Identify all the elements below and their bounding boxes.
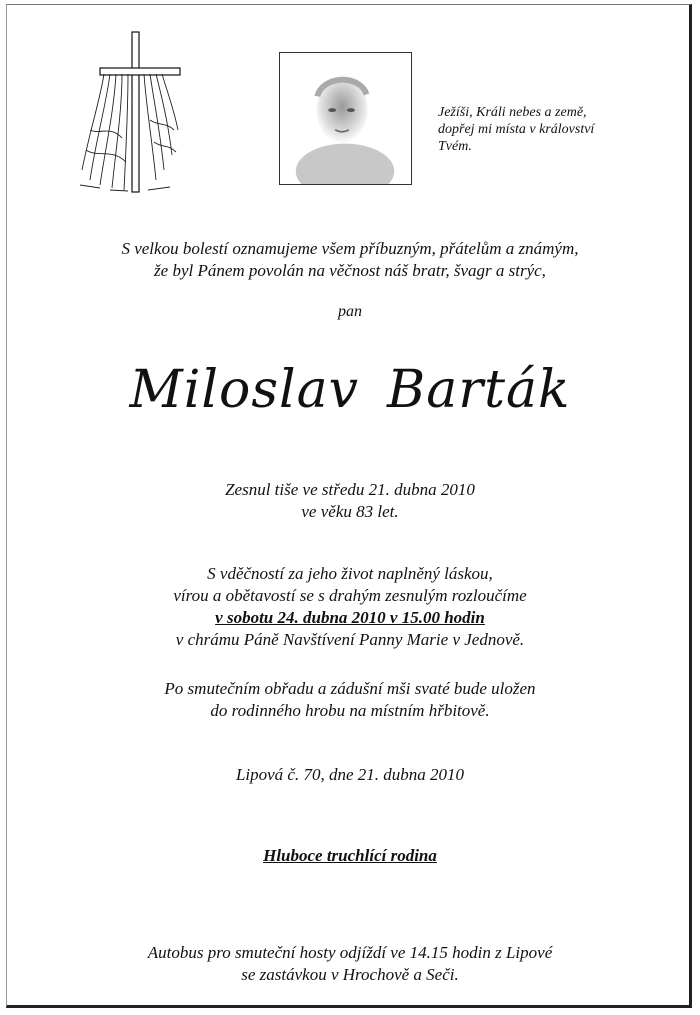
death-line: ve věku 83 let. <box>301 502 399 521</box>
prayer-verse <box>438 104 658 155</box>
announcement-line: že byl Pánem povolán na věčnost náš bratr, švagr a strýc, <box>154 261 546 280</box>
cross-icon <box>70 30 185 195</box>
farewell-line: v chrámu Páně Navštívení Panny Marie v Jednově. <box>175 630 525 649</box>
mourning-family: Hluboce truchlící rodina <box>263 846 437 865</box>
farewell-line: vírou a obětavostí se s drahým zesnulým rozloučíme <box>173 586 527 605</box>
bus-line: Autobus pro smuteční hosty odjíždí ve 14.15 hodin z Lipové <box>147 943 553 962</box>
announcement <box>0 238 700 282</box>
bus-line: se zastávkou v Hrochově a Seči. <box>241 965 459 984</box>
place-date: Lipová č. 70, dne 21. dubna 2010 <box>235 765 465 784</box>
first-name: Miloslav <box>129 360 360 420</box>
prayer-line: Ježíši, Králi nebes a země, <box>438 105 587 120</box>
death-line: Zesnul tiše ve středu 21. dubna 2010 <box>225 480 475 499</box>
burial-line: do rodinného hrobu na místním hřbitově. <box>210 701 490 720</box>
deceased-name <box>0 360 700 420</box>
last-name: Barták <box>387 360 571 420</box>
prayer-line: dopřej mi místa v království <box>438 122 595 137</box>
burial-notice <box>0 678 700 722</box>
farewell-notice <box>0 563 700 651</box>
prayer-line: Tvém. <box>438 139 472 154</box>
death-notice <box>0 479 700 523</box>
burial-line: Po smutečním obřadu a zádušní mši svaté bude uložen <box>164 679 536 698</box>
bus-notice <box>0 942 700 986</box>
title-word: pan <box>338 303 362 320</box>
farewell-line: S vděčností za jeho život naplněný láskou, <box>207 564 493 583</box>
funeral-date-time: v sobotu 24. dubna 2010 v 15.00 hodin <box>215 608 485 627</box>
announcement-line: S velkou bolestí oznamujeme všem příbuzným, přátelům a známým, <box>121 239 579 258</box>
portrait-photo <box>279 52 412 185</box>
